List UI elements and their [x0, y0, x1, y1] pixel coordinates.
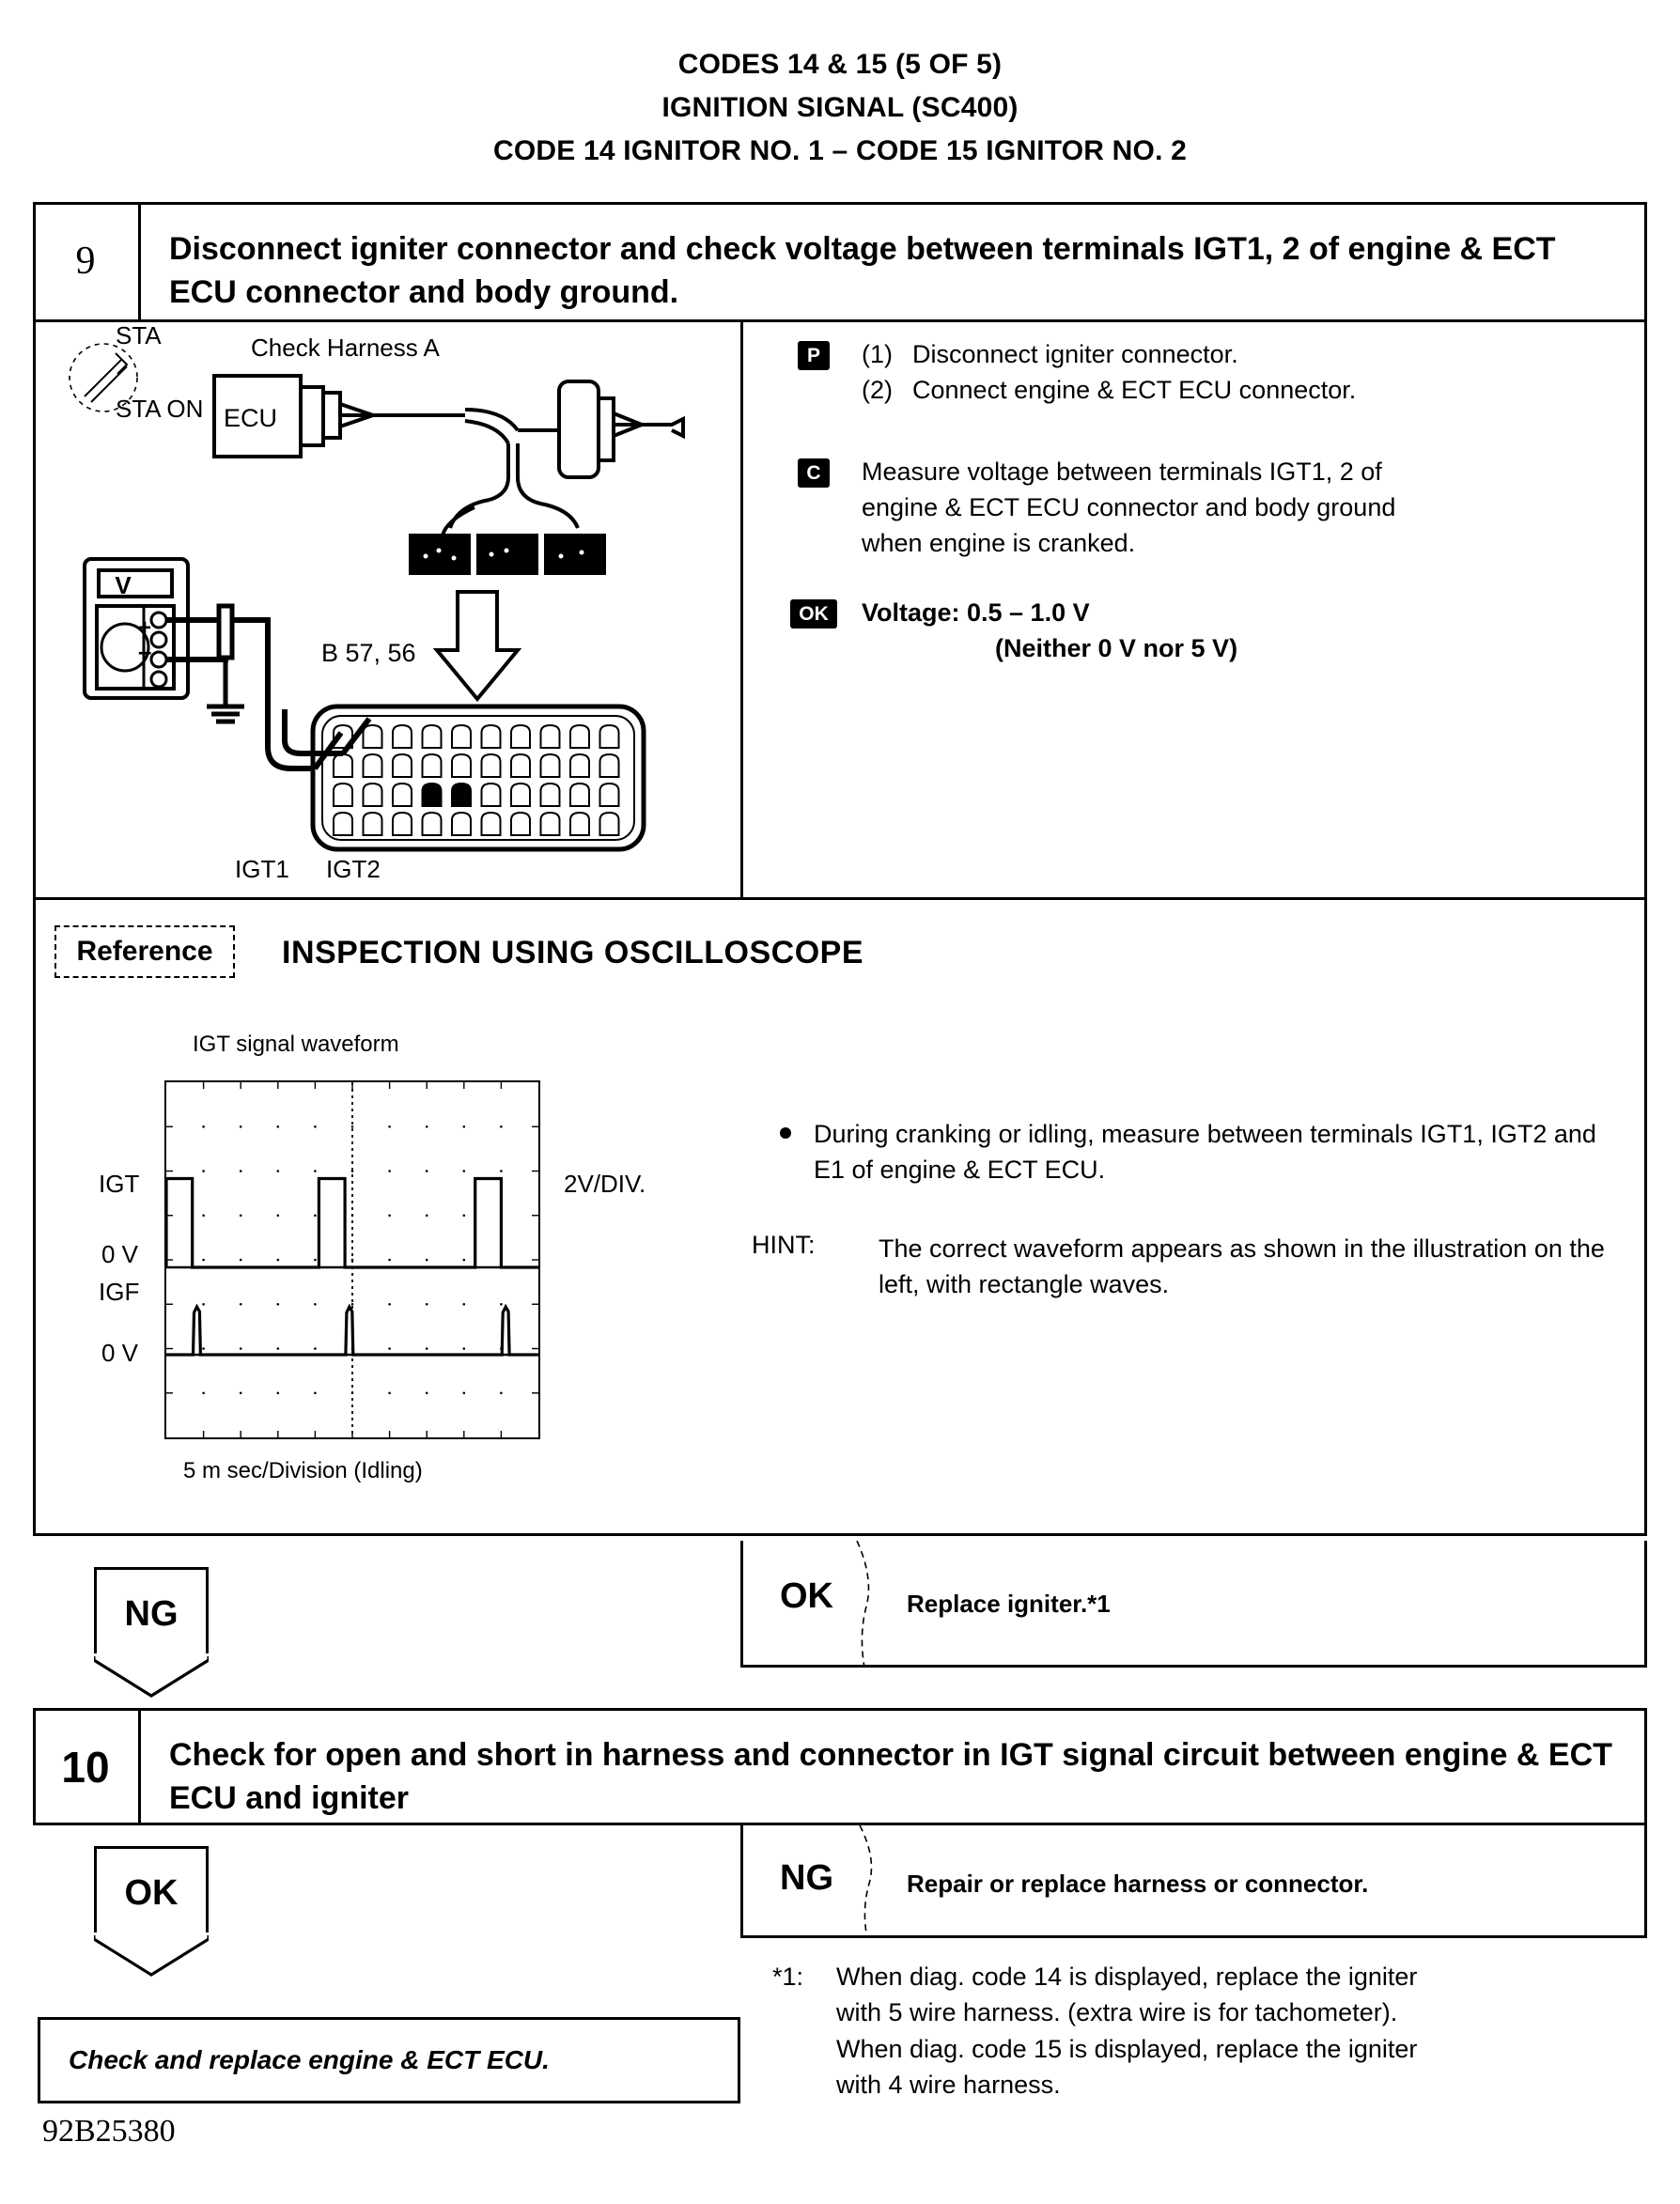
waveform-plot [166, 1082, 538, 1437]
instruction-ok-line-1: Voltage: 0.5 – 1.0 V [862, 598, 1090, 627]
instruction-p-line-2-text: Connect engine & ECT ECU connector. [912, 376, 1357, 404]
step-10-number-cell [33, 1708, 141, 1825]
bullet-icon [780, 1127, 791, 1139]
scope-caption: IGT signal waveform [193, 1032, 399, 1057]
reference-bullet-row [780, 1116, 1607, 1188]
instruction-c-line-3: when engine is cranked. [862, 529, 1136, 557]
step-9-ng-label: NG [124, 1594, 179, 1634]
igt2-pin-label: IGT2 [326, 855, 381, 883]
ok-swoosh-divider [846, 1541, 883, 1668]
step-9-ok-label: OK [780, 1576, 833, 1616]
final-action-text: Check and replace engine & ECT ECU. [69, 2045, 550, 2074]
step-9-instruction-list [743, 319, 1647, 897]
page-title-line-2: IGNITION SIGNAL (SC400) [661, 92, 1019, 123]
tag-ok-badge: OK [790, 599, 837, 629]
footnote-line-3: When diag. code 15 is displayed, replace the igniter [836, 2034, 1418, 2063]
step-9-ok-action: Replace igniter.*1 [907, 1590, 1111, 1618]
footnote-marker: *1: [772, 1963, 804, 1991]
page-code: 92B25380 [42, 2114, 176, 2149]
ecu-label: ECU [224, 404, 278, 432]
step-10-ng-action: Repair or replace harness or connector. [907, 1870, 1369, 1898]
sta-label: STA [116, 321, 162, 349]
step-10-instruction-title: Check for open and short in harness and connector in IGT signal circuit between engine & ECT ECU and igniter [169, 1737, 1612, 1816]
hint-label: HINT: [752, 1231, 816, 1259]
footnote-line-4: with 4 wire harness. [836, 2070, 1061, 2099]
svg-text:V: V [115, 571, 132, 599]
oscilloscope-screen [164, 1080, 540, 1439]
reference-bullet-text: During cranking or idling, measure between terminals IGT1, IGT2 and E1 of engine & ECT ECU. [814, 1120, 1596, 1185]
instruction-p-line-1 [862, 336, 1238, 372]
footnote-line-1: When diag. code 14 is displayed, replace the igniter [836, 1963, 1418, 1991]
igt1-pin-label: IGT1 [235, 855, 289, 883]
scope-axis-label-0v-lower: 0 V [101, 1339, 139, 1367]
tag-p-badge: P [798, 341, 830, 370]
sta-on-label: STA ON [116, 395, 204, 423]
step-9-ng-badge [94, 1567, 209, 1653]
instruction-p-line-1-text: Disconnect igniter connector. [912, 340, 1238, 368]
hint-text: The correct waveform appears as shown in the illustration on the left, with rectangle waves. [879, 1234, 1605, 1299]
tag-c-badge: C [798, 458, 830, 488]
ok-badge-tip [94, 1935, 209, 1977]
step-10-ok-badge [94, 1846, 209, 1932]
step-9-illustration [33, 319, 740, 897]
reference-title: INSPECTION USING OSCILLOSCOPE [282, 935, 864, 970]
svg-text:+: + [138, 615, 152, 641]
ng-swoosh-divider [848, 1825, 886, 1938]
step-10-ok-label: OK [124, 1873, 179, 1913]
scope-axis-label-igt: IGT [99, 1170, 140, 1198]
scope-vertical-scale-label: 2V/DIV. [564, 1170, 646, 1198]
step-9-instruction-title: Disconnect igniter connector and check voltage between terminals IGT1, 2 of engine & ECT ECU connector and body ground. [169, 231, 1556, 310]
footnote-line-2: with 5 wire harness. (extra wire is for tachometer). [836, 1998, 1398, 2027]
step-10-number: 10 [61, 1742, 110, 1792]
svg-text:–: – [138, 637, 152, 665]
connector-ref-label: B 57, 56 [321, 639, 416, 667]
instruction-p-line-1-number: (1) [862, 340, 893, 368]
scope-axis-label-igf: IGF [99, 1278, 140, 1306]
instruction-p-line-2 [862, 372, 1356, 408]
reference-label: Reference [54, 925, 235, 978]
reference-band-divider [33, 897, 1647, 900]
page-title-line-3: CODE 14 IGNITOR NO. 1 – CODE 15 IGNITOR NO. 2 [492, 135, 1188, 166]
instruction-ok-line-2: (Neither 0 V nor 5 V) [995, 634, 1238, 662]
instruction-c-line-1: Measure voltage between terminals IGT1, 2 of [862, 458, 1382, 486]
scope-axis-label-0v-upper: 0 V [101, 1240, 139, 1268]
check-harness-label: Check Harness A [251, 334, 440, 362]
step-9-number: 9 [75, 239, 96, 283]
step-9-number-cell [33, 202, 141, 319]
waveform-igf [166, 1307, 538, 1355]
page-title-line-1: CODES 14 & 15 (5 OF 5) [677, 49, 1003, 80]
ng-badge-tip [94, 1656, 209, 1698]
step-10-ng-label: NG [780, 1858, 833, 1898]
final-action-box [38, 2017, 740, 2103]
instruction-c-line-2: engine & ECT ECU connector and body ground [862, 493, 1396, 521]
instruction-p-line-2-number: (2) [862, 376, 893, 404]
footnote [772, 1959, 1646, 2103]
scope-timebase-label: 5 m sec/Division (Idling) [183, 1458, 423, 1483]
reference-hint-row [752, 1231, 1607, 1303]
